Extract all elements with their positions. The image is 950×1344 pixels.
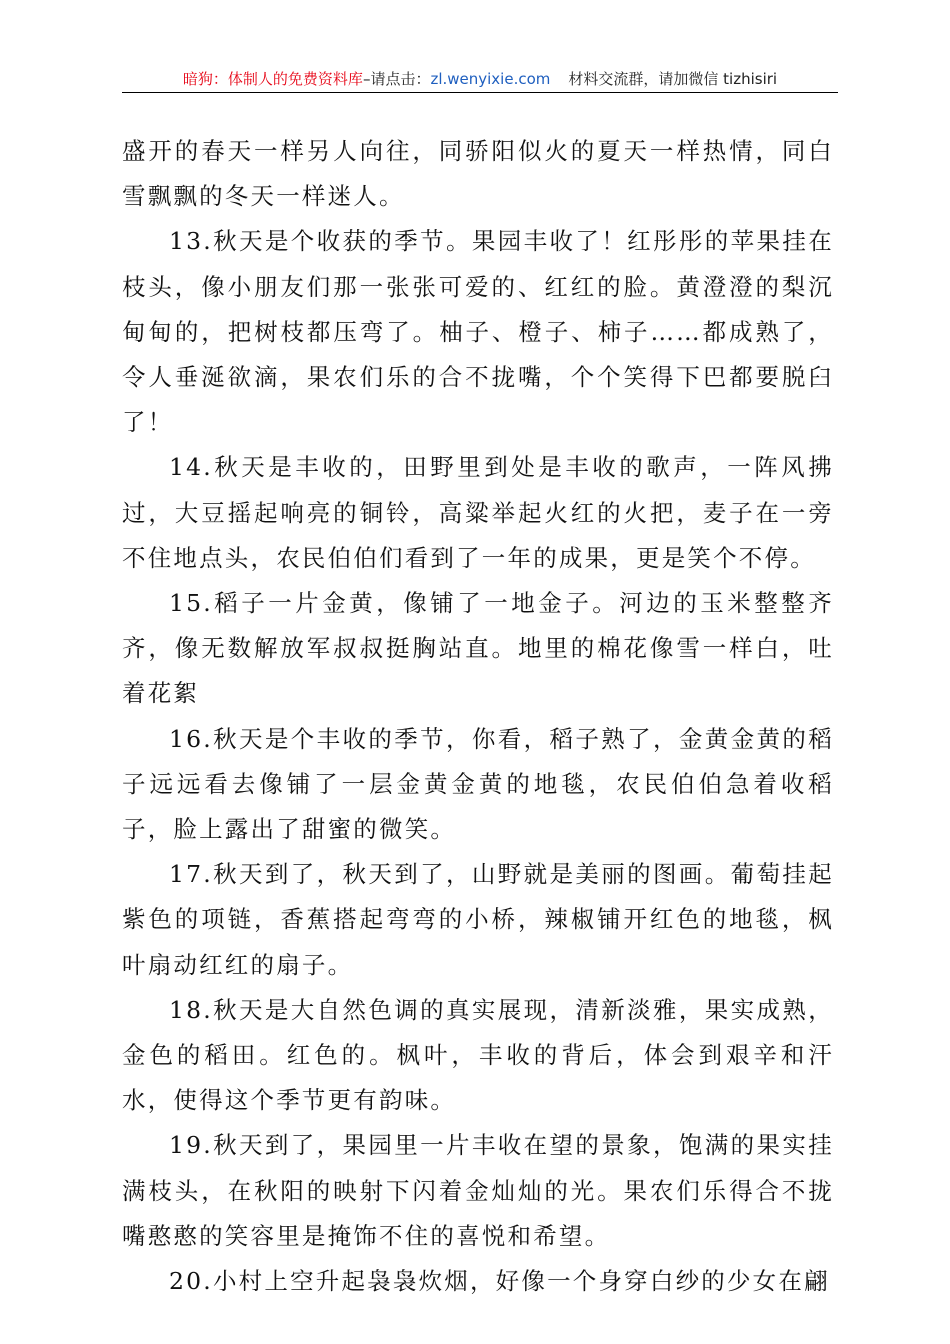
- paragraph-16: 16.秋天是个丰收的季节，你看，稻子熟了，金黄金黄的稻子远远看去像铺了一层金黄金黄的地毯，农民伯伯急着收稻子，脸上露出了甜蜜的微笑。: [122, 724, 834, 844]
- paragraph-18: 18.秋天是大自然色调的真实展现，清新淡雅，果实成熟，金色的稻田。红色的。枫叶，丰收的背后，体会到艰辛和汗水，使得这个季节更有韵味。: [122, 995, 834, 1115]
- paragraph-continued: 盛开的春天一样另人向往，同骄阳似火的夏天一样热情，同白雪飘飘的冬天一样迷人。: [122, 137, 834, 211]
- paragraph-17: 17.秋天到了，秋天到了，山野就是美丽的图画。葡萄挂起紫色的项链，香蕉搭起弯弯的小桥，辣椒铺开红色的地毯，枫叶扇动红红的扇子。: [122, 860, 834, 979]
- click-prompt: –请点击：: [362, 70, 431, 88]
- page-header: [122, 66, 838, 93]
- paragraph-19: 19.秋天到了，果园里一片丰收在望的景象，饱满的果实挂满枝头，在秋阳的映射下闪着金灿灿的光。果农们乐得合不拢嘴憨憨的笑容里是掩饰不住的喜悦和希望。: [122, 1131, 834, 1250]
- document-body: [122, 129, 834, 1304]
- wechat-group-text: 材料交流群，请加微信 tizhisiri: [568, 70, 778, 88]
- paragraph-20: 20.小村上空升起袅袅炊烟，好像一个身穿白纱的少女在翩: [169, 1267, 830, 1296]
- brand-text: 暗狗：体制人的免费资料库: [182, 70, 363, 88]
- site-link[interactable]: zl.wenyixie.com: [430, 70, 551, 88]
- paragraph-14: 14.秋天是丰收的，田野里到处是丰收的歌声，一阵风拂过，大豆摇起响亮的铜铃，高粱举起火红的火把，麦子在一旁不住地点头，农民伯伯们看到了一年的成果，更是笑个不停。: [122, 453, 834, 572]
- paragraph-15: 15.稻子一片金黄，像铺了一地金子。河边的玉米整整齐齐，像无数解放军叔叔挺胸站直。地里的棉花像雪一样白，吐着花絮: [122, 589, 834, 708]
- paragraph-13: 13.秋天是个收获的季节。果园丰收了！红彤彤的苹果挂在枝头，像小朋友们那一张张可爱的、红红的脸。黄澄澄的梨沉甸甸的，把树枝都压弯了。柚子、橙子、柿子……都成熟了，令人垂涎欲滴，果农们乐的合不拢嘴，个个笑得下巴都要脱臼了！: [122, 227, 834, 437]
